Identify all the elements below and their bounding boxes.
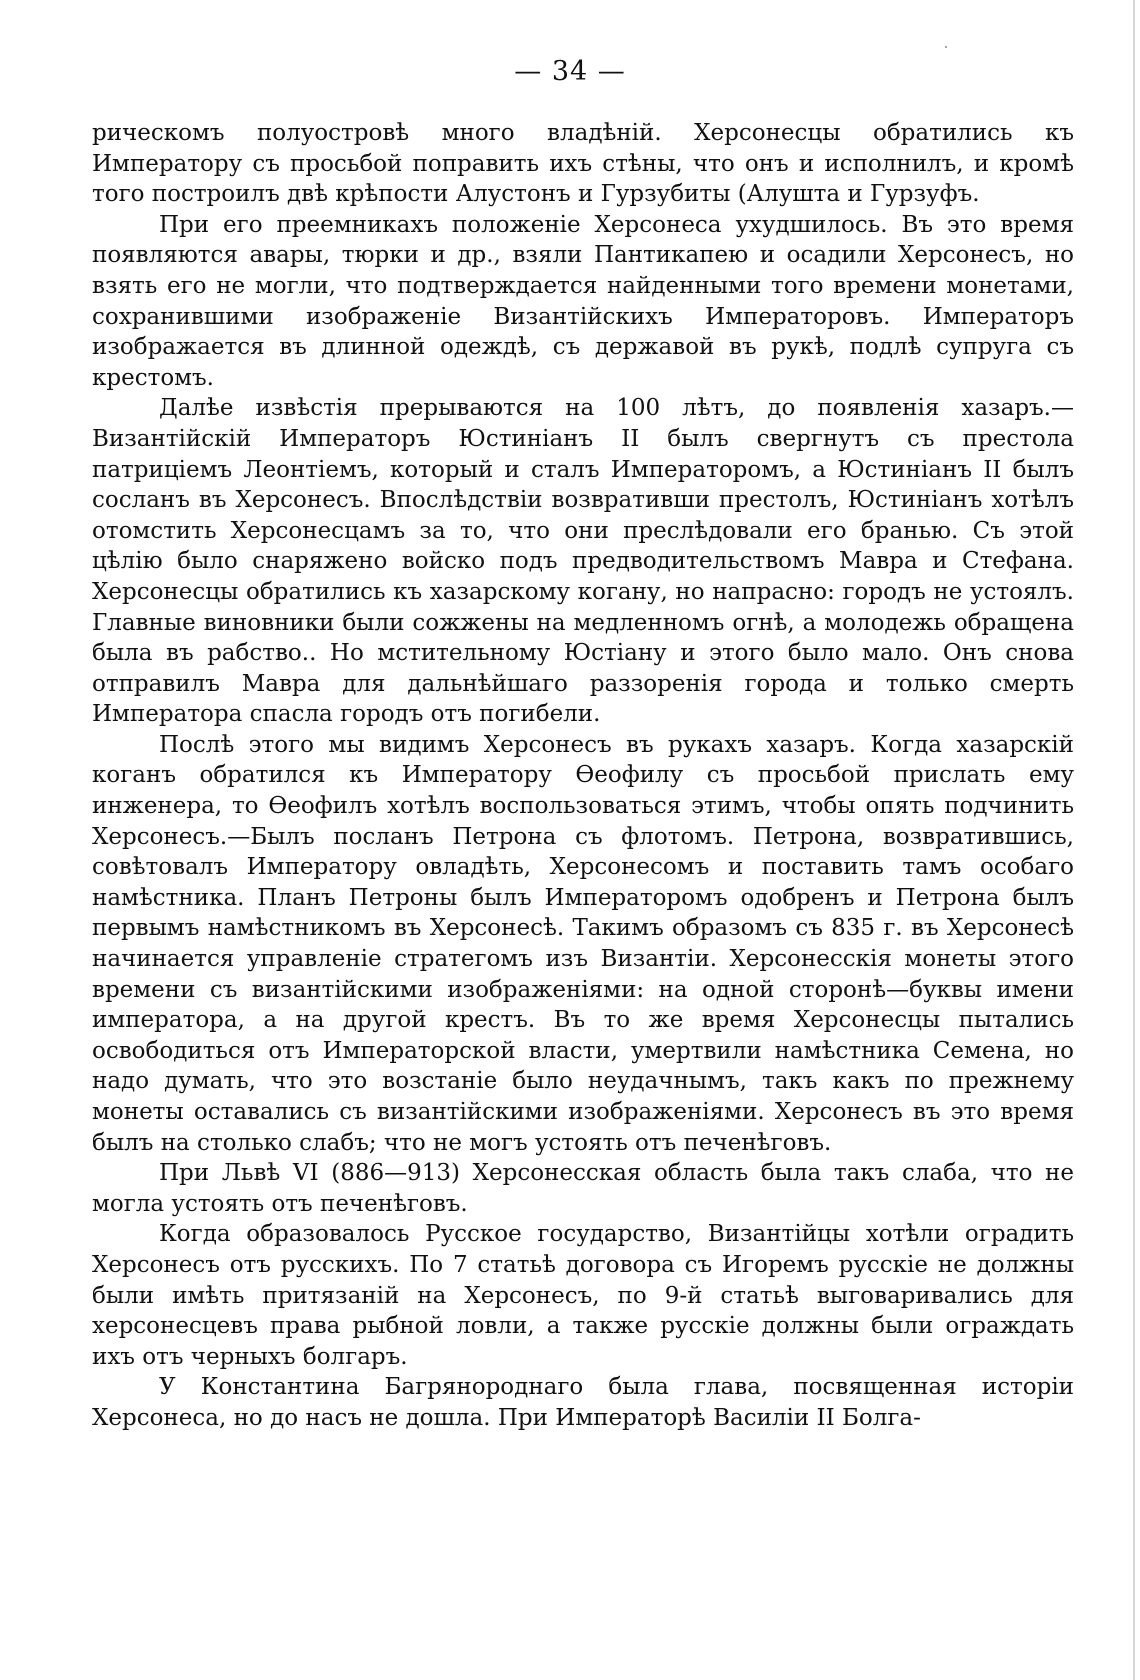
page-number: — 34 —	[514, 56, 626, 87]
paragraph: Далѣе извѣстія прерываются на 100 лѣтъ, до появленія хазаръ.— Византійскій Императоръ Юстиніанъ II былъ свергнутъ съ престола патриціемъ Леонтіемъ, который и сталъ Императоромъ, а Юстиніанъ II былъ сосланъ въ Херсонесъ. Впослѣдствіи возвративши престолъ, Юстиніанъ хотѣлъ отомстить Херсонесцамъ за то, что они преслѣдовали его бранью. Съ этой цѣлію было снаряжено войско подъ предводительствомъ Мавра и Стефана. Херсонесцы обратились къ хазарскому когану, но напрасно: городъ не устоялъ. Главные виновники были сожжены на медленномъ огнѣ, а молодежь обращена была въ рабство.. Но мстительному Юстіану и этого было мало. Онъ снова отправилъ Мавра для дальнѣйшаго раззоренія города и только смерть Императора спасла городъ отъ погибели.	[92, 395, 1074, 728]
paragraph: У Константина Багрянороднаго была глава, посвященная исторіи Херсонеса, но до насъ не дошла. При Императорѣ Василіи II Болга-	[92, 1374, 1074, 1431]
paragraph: При Львѣ VI (886—913) Херсонесская область была такъ слаба, что не могла устоять отъ печенѣговъ.	[92, 1160, 1074, 1217]
scan-speck	[945, 46, 947, 48]
paragraph: Когда образовалось Русское государство, Византійцы хотѣли оградить Херсонесъ отъ русскихъ. По 7 статьѣ договора съ Игоремъ русскіе не должны были имѣть притязаній на Херсонесъ, по 9-й статьѣ выговаривались для херсонесцевъ права рыбной ловли, а также русскіе должны были ограждать ихъ отъ черныхъ болгаръ.	[92, 1221, 1074, 1370]
paragraph-continued: рическомъ полуостровѣ много владѣній. Херсонесцы обратились къ Императору съ просьбой поправить ихъ стѣны, что онъ и исполнилъ, и кромѣ того построилъ двѣ крѣпости Алустонъ и Гурзубиты (Алушта и Гурзуфъ.	[92, 120, 1074, 208]
body-text	[92, 118, 1074, 1434]
scan-edge	[1133, 0, 1135, 1680]
paragraph: При его преемникахъ положеніе Херсонеса ухудшилось. Въ это время появляются авары, тюрки и др., взяли Пантикапею и осадили Херсонесъ, но взять его не могли, что подтверждается найденными того времени монетами, сохранившими изображеніе Византійскихъ Императоровъ. Императоръ изображается въ длинной одеждѣ, съ державой въ рукѣ, подлѣ супруга съ крестомъ.	[92, 211, 1074, 391]
paragraph: Послѣ этого мы видимъ Херсонесъ въ рукахъ хазаръ. Когда хазарскій коганъ обратился къ Императору Ѳеофилу съ просьбой прислать ему инженера, то Ѳеофилъ хотѣлъ воспользоваться этимъ, чтобы опять подчинить Херсонесъ.—Былъ посланъ Петрона съ флотомъ. Петрона, возвратившись, совѣтовалъ Императору овладѣть, Херсонесомъ и поставить тамъ особаго намѣстника. Планъ Петроны былъ Императоромъ одобренъ и Петрона былъ первымъ намѣстникомъ въ Херсонесѣ. Такимъ образомъ съ 835 г. въ Херсонесѣ начинается управленіе стратегомъ изъ Византіи. Херсонесскія монеты этого времени съ византійскими изображеніями: на одной сторонѣ—буквы имени императора, а на другой крестъ. Въ то же время Херсонесцы пытались освободиться отъ Императорской власти, умертвили намѣстника Семена, но надо думать, что это возстаніе было неудачнымъ, такъ какъ по прежнему монеты оставались съ византійскими изображеніями. Херсонесъ въ это время былъ на столько слабъ; что не могъ устоять отъ печенѣговъ.	[92, 731, 1074, 1156]
